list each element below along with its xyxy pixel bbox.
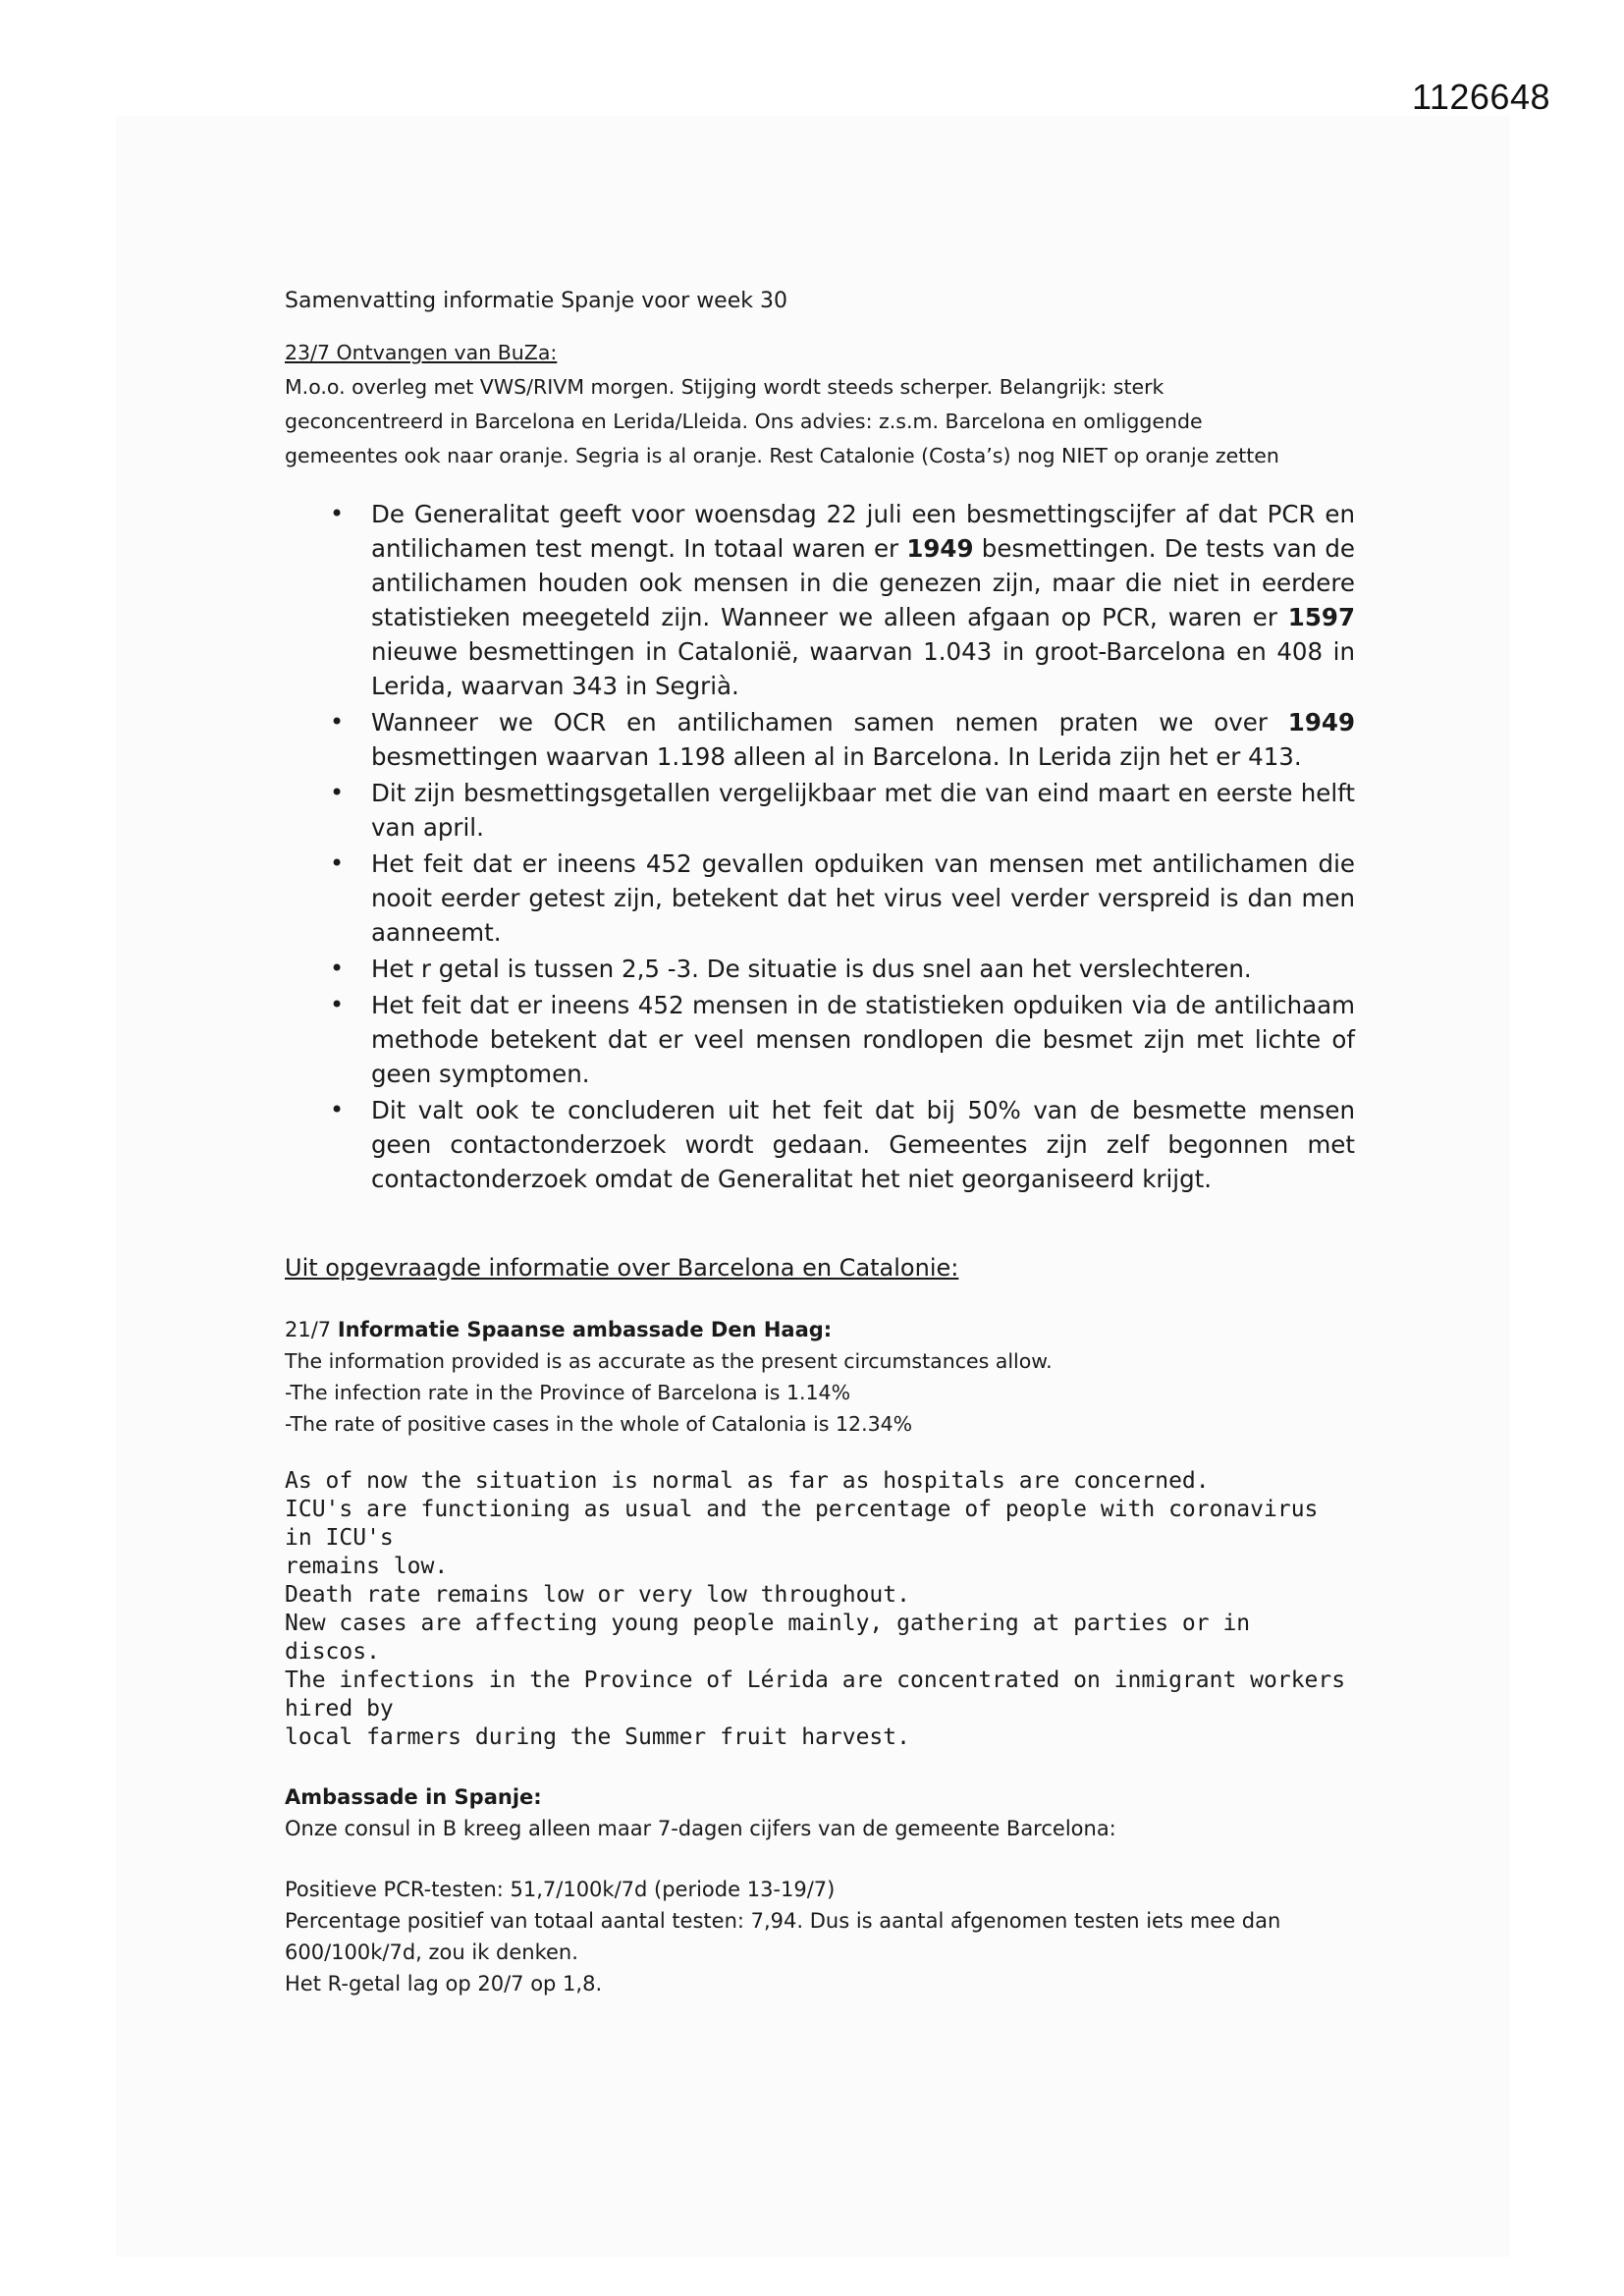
bullet-item: • Het r getal is tussen 2,5 -3. De situatie is dus snel aan het verslechteren.: [371, 952, 1355, 986]
buza-line: M.o.o. overleg met VWS/RIVM morgen. Stijging wordt steeds scherper. Belangrijk: sterk: [285, 375, 1164, 399]
english-line: Death rate remains low or very low throughout.: [285, 1582, 910, 1608]
embassy-line: The information provided is as accurate as the present circumstances allow.: [285, 1349, 1053, 1373]
ambassade-section: [285, 1781, 1355, 1844]
info-heading: Uit opgevraagde informatie over Barcelona en Catalonie:: [285, 1254, 959, 1282]
document-body: [285, 285, 1355, 1999]
bullet-marker: •: [330, 708, 345, 736]
bullet-item: • Dit valt ook te concluderen uit het feit dat bij 50% van de besmette mensen geen contactonderzoek wordt gedaan. Gemeentes zijn zelf begonnen met contactonderzoek omdat de Generalitat het niet georganiseerd krijgt.: [371, 1093, 1355, 1196]
ambassade-heading: Ambassade in Spanje:: [285, 1785, 542, 1809]
pcr-line: Het R-getal lag op 20/7 op 1,8.: [285, 1972, 603, 1995]
bold-number: 1949: [1287, 708, 1355, 737]
bullet-item: • De Generalitat geeft voor woensdag 22 juli een besmettingscijfer af dat PCR en antilichamen test mengt. In totaal waren er 1949 besmettingen. De tests van de antilichamen houden ook mensen in die genezen zijn, maar die niet in eerdere statistieken meegeteld zijn. Wanneer we alleen afgaan op PCR, waren er 1597 nieuwe besmettingen in Catalonië, waarvan 1.043 in groot-Barcelona en 408 in Lerida, waarvan 343 in Segrià.: [371, 497, 1355, 703]
english-line: local farmers during the Summer fruit harvest.: [285, 1724, 910, 1750]
bullet-item: • Wanneer we OCR en antilichamen samen nemen praten we over 1949 besmettingen waarvan 1.198 alleen al in Barcelona. In Lerida zijn het er 413.: [371, 705, 1355, 774]
pcr-line: Percentage positief van totaal aantal testen: 7,94. Dus is aantal afgenomen testen iets mee dan: [285, 1909, 1281, 1933]
bullet-item: • Het feit dat er ineens 452 gevallen opduiken van mensen met antilichamen die nooit eerder getest zijn, betekent dat het virus veel verder verspreid is dan men aanneemt.: [371, 847, 1355, 950]
info-section: [285, 1251, 1355, 1999]
bullet-item: • Dit zijn besmettingsgetallen vergelijkbaar met die van eind maart en eerste helft van april.: [371, 776, 1355, 845]
buza-line: gemeentes ook naar oranje. Segria is al oranje. Rest Catalonie (Costa’s) nog NIET op oranje zetten: [285, 444, 1279, 467]
bullet-item: • Het feit dat er ineens 452 mensen in de statistieken opduiken via de antilichaam methode betekent dat er veel mensen rondlopen die besmet zijn met lichte of geen symptomen.: [371, 988, 1355, 1091]
english-line: ICU's are functioning as usual and the percentage of people with coronavirus in ICU's: [285, 1497, 1319, 1551]
buza-line: geconcentreerd in Barcelona en Lerida/Lleida. Ons advies: z.s.m. Barcelona en omliggende: [285, 410, 1203, 433]
english-line: The infections in the Province of Lérida are concentrated on inmigrant workers hired by: [285, 1667, 1346, 1722]
bullet-marker: •: [330, 1096, 345, 1123]
embassy-title: Informatie Spaanse ambassade Den Haag:: [337, 1318, 833, 1341]
buza-heading: 23/7 Ontvangen van BuZa:: [285, 341, 558, 364]
bullet-marker: •: [330, 849, 345, 877]
bullet-list: [285, 497, 1355, 1196]
bullet-marker: •: [330, 500, 345, 527]
english-line: New cases are affecting young people mainly, gathering at parties or in discos.: [285, 1611, 1251, 1665]
bold-number: 1597: [1287, 603, 1355, 631]
document-id: 1126648: [1412, 77, 1550, 117]
embassy-line: -The infection rate in the Province of Barcelona is 1.14%: [285, 1381, 851, 1404]
embassy-line: -The rate of positive cases in the whole of Catalonia is 12.34%: [285, 1412, 913, 1436]
english-line: As of now the situation is normal as far as hospitals are concerned.: [285, 1468, 1210, 1494]
bullet-marker: •: [330, 955, 345, 982]
pcr-line: 600/100k/7d, zou ik denken.: [285, 1941, 578, 1964]
embassy-date: 21/7: [285, 1318, 338, 1341]
english-statement: [285, 1467, 1355, 1752]
document-title: Samenvatting informatie Spanje voor week 30: [285, 289, 787, 313]
pcr-section: [285, 1874, 1355, 1999]
embassy-heading: [285, 1314, 1355, 1345]
bullet-marker: •: [330, 779, 345, 806]
ambassade-line: Onze consul in B kreeg alleen maar 7-dagen cijfers van de gemeente Barcelona:: [285, 1817, 1116, 1840]
pcr-line: Positieve PCR-testen: 51,7/100k/7d (periode 13-19/7): [285, 1878, 836, 1901]
buza-section: [285, 336, 1355, 473]
bullet-marker: •: [330, 991, 345, 1018]
embassy-text: [285, 1345, 1355, 1440]
bold-number: 1949: [906, 534, 974, 563]
english-line: remains low.: [285, 1554, 449, 1579]
